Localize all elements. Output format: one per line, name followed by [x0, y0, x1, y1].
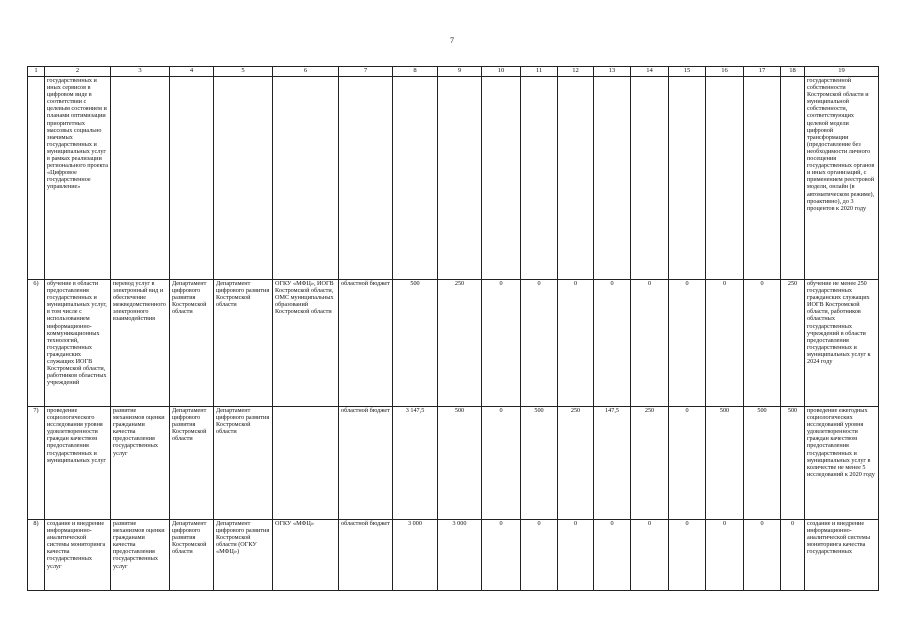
table-cell: Департамент цифрового развития Костромской области: [170, 520, 214, 591]
table-cell: 0: [744, 520, 781, 591]
table-cell: 147,5: [594, 407, 631, 520]
table-cell: 0: [669, 407, 706, 520]
column-header: 6: [273, 67, 339, 77]
table-cell: Департамент цифрового развития Костромской области: [214, 280, 273, 407]
table-cell: 0: [482, 280, 521, 407]
table-cell: [521, 77, 558, 280]
table-cell: [273, 407, 339, 520]
table-cell: 500: [744, 407, 781, 520]
table-cell: 0: [558, 520, 594, 591]
table-cell: 0: [594, 280, 631, 407]
column-header: 11: [521, 67, 558, 77]
table-cell: 0: [706, 520, 744, 591]
column-header: 17: [744, 67, 781, 77]
column-header: 16: [706, 67, 744, 77]
page-number: 7: [450, 36, 454, 45]
table-cell: Департамент цифрового развития Костромской области (ОГКУ «МФЦ»): [214, 520, 273, 591]
table-cell: [28, 77, 45, 280]
table-cell: 0: [706, 280, 744, 407]
table-cell: 0: [631, 520, 669, 591]
column-header: 18: [781, 67, 805, 77]
table-cell: 0: [482, 407, 521, 520]
table-cell: 500: [438, 407, 482, 520]
table-cell: областной бюджет: [339, 520, 393, 591]
table-cell: создание и внедрение информационно-аналитической системы мониторинга качества государственных: [805, 520, 879, 591]
table-cell: 500: [781, 407, 805, 520]
column-header: 3: [111, 67, 170, 77]
table-cell: 500: [706, 407, 744, 520]
table-cell: развитие механизмов оценки гражданами качества предоставления государственных услуг: [111, 520, 170, 591]
table-cell: 250: [631, 407, 669, 520]
column-header: 5: [214, 67, 273, 77]
table-row: [28, 520, 879, 591]
table-cell: [214, 77, 273, 280]
column-header: 15: [669, 67, 706, 77]
table-cell: Департамент цифрового развития Костромской области: [170, 280, 214, 407]
table-cell: 3 000: [393, 520, 438, 591]
table-cell: развитие механизмов оценки гражданами качества предоставления государственных услуг: [111, 407, 170, 520]
table-cell: 0: [631, 280, 669, 407]
table-cell: ОГКУ «МФЦ», ИОГВ Костромской области, ОМС муниципальных образований Костромской области: [273, 280, 339, 407]
column-header: 2: [45, 67, 111, 77]
table-cell: 0: [521, 280, 558, 407]
table-cell: [744, 77, 781, 280]
column-header: 12: [558, 67, 594, 77]
column-header: 14: [631, 67, 669, 77]
table-cell: государственных и иных сервисов в цифровом виде в соответствии с целевым состоянием и планами оптимизации приоритетных массовых социально значимых государственных и муниципальных услуг в рамках реализации регионального проекта «Цифровое государственное управление»: [45, 77, 111, 280]
table-cell: [438, 77, 482, 280]
table-cell: 0: [558, 280, 594, 407]
table-cell: проведение социологического исследования уровня удовлетворенности граждан качеством предоставления государственных и муниципальных услуг: [45, 407, 111, 520]
table-cell: 6): [28, 280, 45, 407]
table-cell: [111, 77, 170, 280]
table-cell: проведение ежегодных социологических исследований уровня удовлетворенности граждан качеством предоставления государственных и муниципальных услуг в количестве не менее 5 исследований к 2020 году: [805, 407, 879, 520]
table-cell: 0: [521, 520, 558, 591]
table-row: [28, 77, 879, 280]
table-cell: 250: [438, 280, 482, 407]
table-cell: государственной собственности Костромской области и муниципальной собственности, соответствующих целевой модели цифровой трансформации (предоставление без необходимости личного посещения государственных органов и иных организаций, с применением реестровой модели, онлайн (в автоматическом режиме), проактивно), до 3 процентов к 2020 году: [805, 77, 879, 280]
table-cell: [170, 77, 214, 280]
table-cell: обучение не менее 250 государственных гражданских служащих ИОГВ Костромской области, работников областных государственных учреждений в области предоставления государственных и муниципальных услуг к 2024 году: [805, 280, 879, 407]
column-header: 9: [438, 67, 482, 77]
table-cell: 3 147,5: [393, 407, 438, 520]
table-cell: [631, 77, 669, 280]
column-header: 8: [393, 67, 438, 77]
table-cell: [482, 77, 521, 280]
table-cell: создание и внедрение информационно-аналитической системы мониторинга качества государственных услуг: [45, 520, 111, 591]
table-cell: 0: [669, 520, 706, 591]
table-cell: 500: [521, 407, 558, 520]
table-cell: областной бюджет: [339, 280, 393, 407]
table-cell: [558, 77, 594, 280]
program-table: [27, 66, 879, 591]
table-cell: перевод услуг в электронный вид и обеспечение межведомственного электронного взаимодействия: [111, 280, 170, 407]
table-cell: ОГКУ «МФЦ»: [273, 520, 339, 591]
table-cell: 0: [669, 280, 706, 407]
table-cell: 500: [393, 280, 438, 407]
table-row: [28, 280, 879, 407]
table-cell: [594, 77, 631, 280]
table-cell: [393, 77, 438, 280]
table-cell: [339, 77, 393, 280]
table-cell: 8): [28, 520, 45, 591]
table-cell: [781, 77, 805, 280]
table-cell: 250: [781, 280, 805, 407]
column-header: 13: [594, 67, 631, 77]
column-header: 19: [805, 67, 879, 77]
column-header: 1: [28, 67, 45, 77]
column-header: 4: [170, 67, 214, 77]
table-cell: областной бюджет: [339, 407, 393, 520]
table-cell: [273, 77, 339, 280]
table-cell: [669, 77, 706, 280]
column-header: 10: [482, 67, 521, 77]
table-cell: 3 000: [438, 520, 482, 591]
table-cell: 0: [594, 520, 631, 591]
table-cell: обучение в области предоставления государственных и муниципальных услуг, в том числе с использованием информационно-коммуникационных технологий, государственных гражданских служащих ИОГВ Костромской области, работников областных учреждений: [45, 280, 111, 407]
table-cell: 0: [744, 280, 781, 407]
table-cell: Департамент цифрового развития Костромской области: [214, 407, 273, 520]
column-header-row: [28, 67, 879, 77]
column-header: 7: [339, 67, 393, 77]
table-cell: 0: [482, 520, 521, 591]
table-cell: 0: [781, 520, 805, 591]
table-cell: 7): [28, 407, 45, 520]
table-row: [28, 407, 879, 520]
table-cell: 250: [558, 407, 594, 520]
table-cell: [706, 77, 744, 280]
table-cell: Департамент цифрового развития Костромской области: [170, 407, 214, 520]
